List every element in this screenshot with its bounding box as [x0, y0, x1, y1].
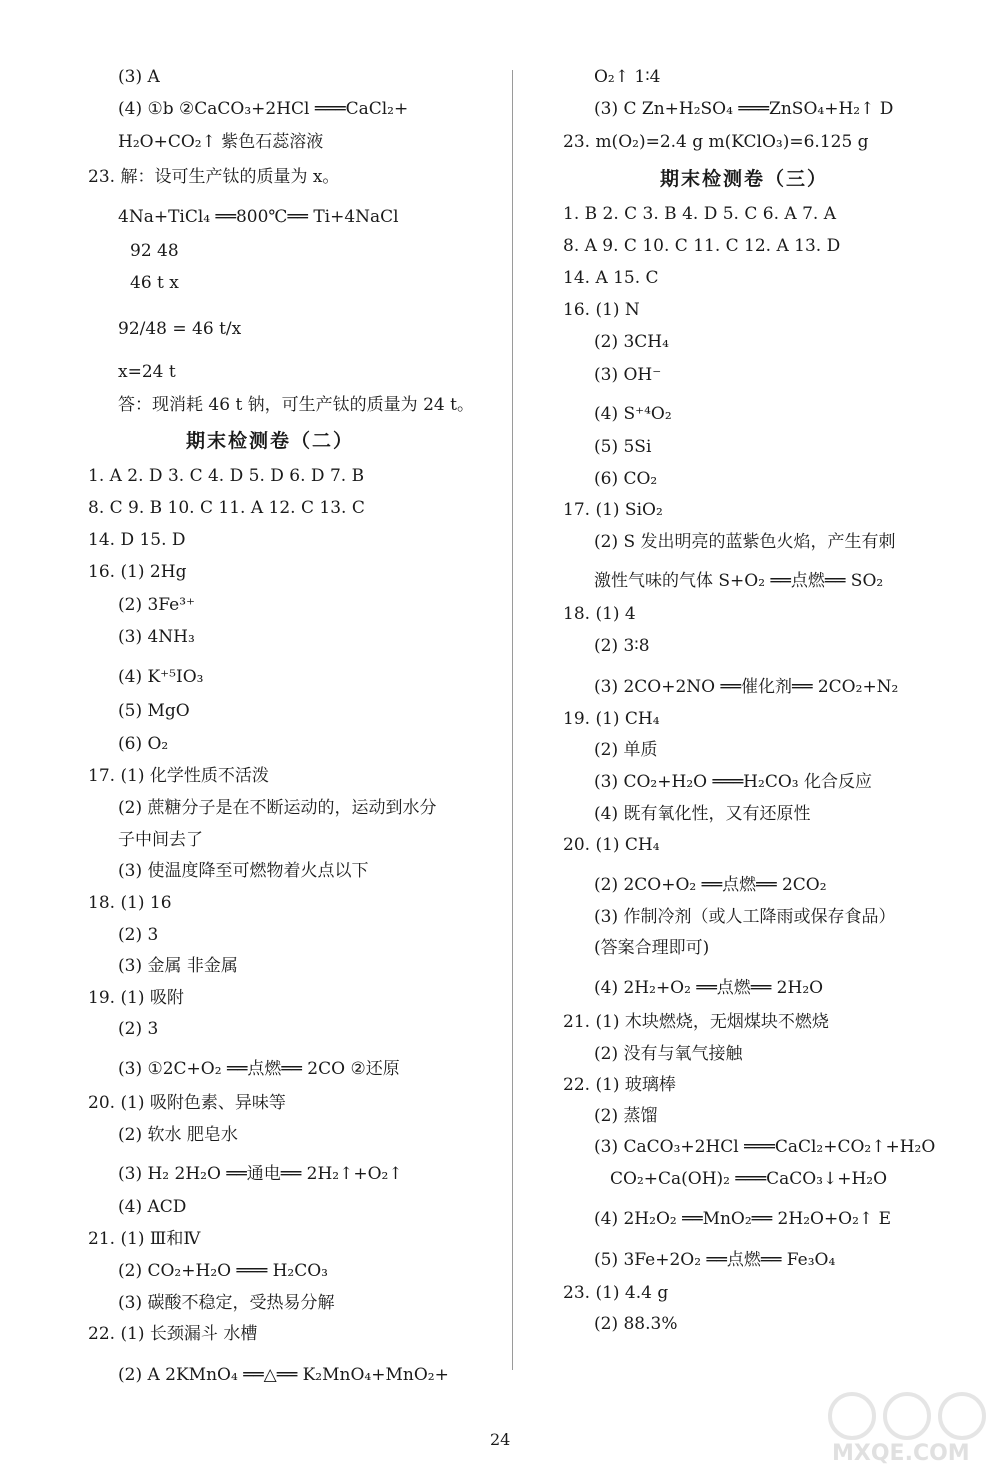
- answer-line: 子中间去了: [118, 830, 203, 850]
- answer-line: 21. (1) Ⅲ和Ⅳ: [88, 1229, 201, 1249]
- answer-line: (2) 软水 肥皂水: [118, 1125, 238, 1145]
- answer-line: 21. (1) 木块燃烧，无烟煤块不燃烧: [563, 1012, 829, 1032]
- watermark-logo-icon: [822, 1386, 992, 1466]
- answer-line: 17. (1) 化学性质不活泼: [88, 766, 269, 786]
- answer-line: 答：现消耗 46 t 钠，可生产钛的质量为 24 t。: [118, 395, 474, 415]
- equation-line: (5) 3Fe+2O₂ ══点燃══ Fe₃O₄: [594, 1250, 836, 1270]
- answer-line: (5) 5Si: [594, 437, 652, 457]
- column-divider: [512, 70, 513, 1370]
- answer-line: (3) 4NH₃: [118, 627, 195, 647]
- answer-line: (2) S 发出明亮的蓝紫色火焰，产生有刺: [594, 532, 896, 552]
- answer-line: 23. (1) 4.4 g: [563, 1283, 669, 1303]
- answer-line: 19. (1) CH₄: [563, 709, 660, 729]
- answer-line: 8. C 9. B 10. C 11. A 12. C 13. C: [88, 498, 365, 518]
- answer-line: (4) K⁺⁵IO₃: [118, 667, 204, 687]
- fraction-line: 92/48 = 46 t/x: [118, 319, 242, 339]
- equation-line: (2) 2CO+O₂ ══点燃══ 2CO₂: [594, 875, 827, 895]
- answer-line: (2) 蒸馏: [594, 1106, 658, 1126]
- answer-line: (6) CO₂: [594, 469, 658, 489]
- answer-line: (3) OH⁻: [594, 365, 662, 385]
- section-title: 期末检测卷（三）: [660, 168, 829, 190]
- answer-line: (4) 既有氧化性，又有还原性: [594, 804, 811, 824]
- answer-line: 46 t x: [130, 273, 179, 293]
- answer-line: (3) 金属 非金属: [118, 956, 238, 976]
- answer-line: (2) 3∶8: [594, 636, 650, 656]
- answer-line: 8. A 9. C 10. C 11. C 12. A 13. D: [563, 236, 841, 256]
- answer-line: (答案合理即可): [594, 938, 710, 958]
- answer-line: (4) S⁺⁴O₂: [594, 404, 672, 424]
- answer-line: (3) 作制冷剂（或人工降雨或保存食品）: [594, 907, 896, 927]
- section-title: 期末检测卷（二）: [186, 430, 355, 452]
- equation-line: (2) CO₂+H₂O ═══ H₂CO₃: [118, 1261, 328, 1281]
- equation-line: (4) 2H₂+O₂ ══点燃══ 2H₂O: [594, 978, 824, 998]
- answer-line: (2) 88.3%: [594, 1314, 678, 1334]
- answer-line: O₂↑ 1∶4: [594, 67, 661, 87]
- answer-line: 16. (1) 2Hg: [88, 562, 187, 582]
- answer-line: (2) 没有与氧气接触: [594, 1044, 743, 1064]
- answer-line: 20. (1) 吸附色素、异味等: [88, 1093, 286, 1113]
- equation-line: (2) A 2KMnO₄ ══△══ K₂MnO₄+MnO₂+: [118, 1365, 449, 1385]
- answer-line: (2) 3Fe³⁺: [118, 595, 196, 615]
- equation-line: 激性气味的气体 S+O₂ ══点燃══ SO₂: [594, 571, 884, 591]
- equation-line: (3) H₂ 2H₂O ══通电══ 2H₂↑+O₂↑: [118, 1164, 403, 1184]
- answer-line: 20. (1) CH₄: [563, 835, 660, 855]
- equation-line: (3) C Zn+H₂SO₄ ═══ZnSO₄+H₂↑ D: [594, 99, 894, 119]
- answer-line: 16. (1) N: [563, 300, 640, 320]
- answer-line: x=24 t: [118, 362, 176, 382]
- answer-line: (4) ACD: [118, 1197, 187, 1217]
- answer-line: 14. A 15. C: [563, 268, 659, 288]
- answer-line: (4) ①b ②CaCO₃+2HCl ═══CaCl₂+: [118, 99, 409, 119]
- equation-line: (4) 2H₂O₂ ══MnO₂══ 2H₂O+O₂↑ E: [594, 1209, 891, 1229]
- answer-line: 19. (1) 吸附: [88, 988, 184, 1008]
- equation-line: (3) CaCO₃+2HCl ═══CaCl₂+CO₂↑+H₂O: [594, 1137, 936, 1157]
- answer-line: (2) 单质: [594, 740, 658, 760]
- answer-line: 17. (1) SiO₂: [563, 500, 663, 520]
- page-number: 24: [490, 1430, 511, 1449]
- answer-line: 1. B 2. C 3. B 4. D 5. C 6. A 7. A: [563, 204, 836, 224]
- equation-line: (3) ①2C+O₂ ══点燃══ 2CO ②还原: [118, 1059, 400, 1079]
- answer-line: 23. m(O₂)=2.4 g m(KClO₃)=6.125 g: [563, 132, 869, 152]
- answer-line: (2) 蔗糖分子是在不断运动的，运动到水分: [118, 798, 437, 818]
- answer-line: (2) 3CH₄: [594, 332, 669, 352]
- answer-line: (5) MgO: [118, 701, 190, 721]
- equation-line: 4Na+TiCl₄ ══800℃══ Ti+4NaCl: [118, 207, 399, 227]
- answer-line: 22. (1) 长颈漏斗 水槽: [88, 1324, 258, 1344]
- answer-line: H₂O+CO₂↑ 紫色石蕊溶液: [118, 132, 324, 152]
- answer-line: 23. 解：设可生产钛的质量为 x。: [88, 167, 340, 187]
- answer-line: 18. (1) 4: [563, 604, 636, 624]
- answer-line: 1. A 2. D 3. C 4. D 5. D 6. D 7. B: [88, 466, 365, 486]
- svg-text:MXQE.COM: MXQE.COM: [832, 1441, 970, 1466]
- answer-line: 14. D 15. D: [88, 530, 186, 550]
- answer-line: (2) 3: [118, 925, 159, 945]
- answer-line: (3) 使温度降至可燃物着火点以下: [118, 861, 369, 881]
- answer-line: 22. (1) 玻璃棒: [563, 1075, 676, 1095]
- answer-line: (3) A: [118, 67, 160, 87]
- equation-line: (3) 2CO+2NO ══催化剂══ 2CO₂+N₂: [594, 677, 899, 697]
- answer-line: 92 48: [130, 241, 179, 261]
- equation-line: CO₂+Ca(OH)₂ ═══CaCO₃↓+H₂O: [610, 1169, 888, 1189]
- answer-line: 18. (1) 16: [88, 893, 172, 913]
- answer-line: (6) O₂: [118, 734, 169, 754]
- equation-line: (3) CO₂+H₂O ═══H₂CO₃ 化合反应: [594, 772, 872, 792]
- answer-line: (2) 3: [118, 1019, 159, 1039]
- answer-line: (3) 碳酸不稳定，受热易分解: [118, 1293, 335, 1313]
